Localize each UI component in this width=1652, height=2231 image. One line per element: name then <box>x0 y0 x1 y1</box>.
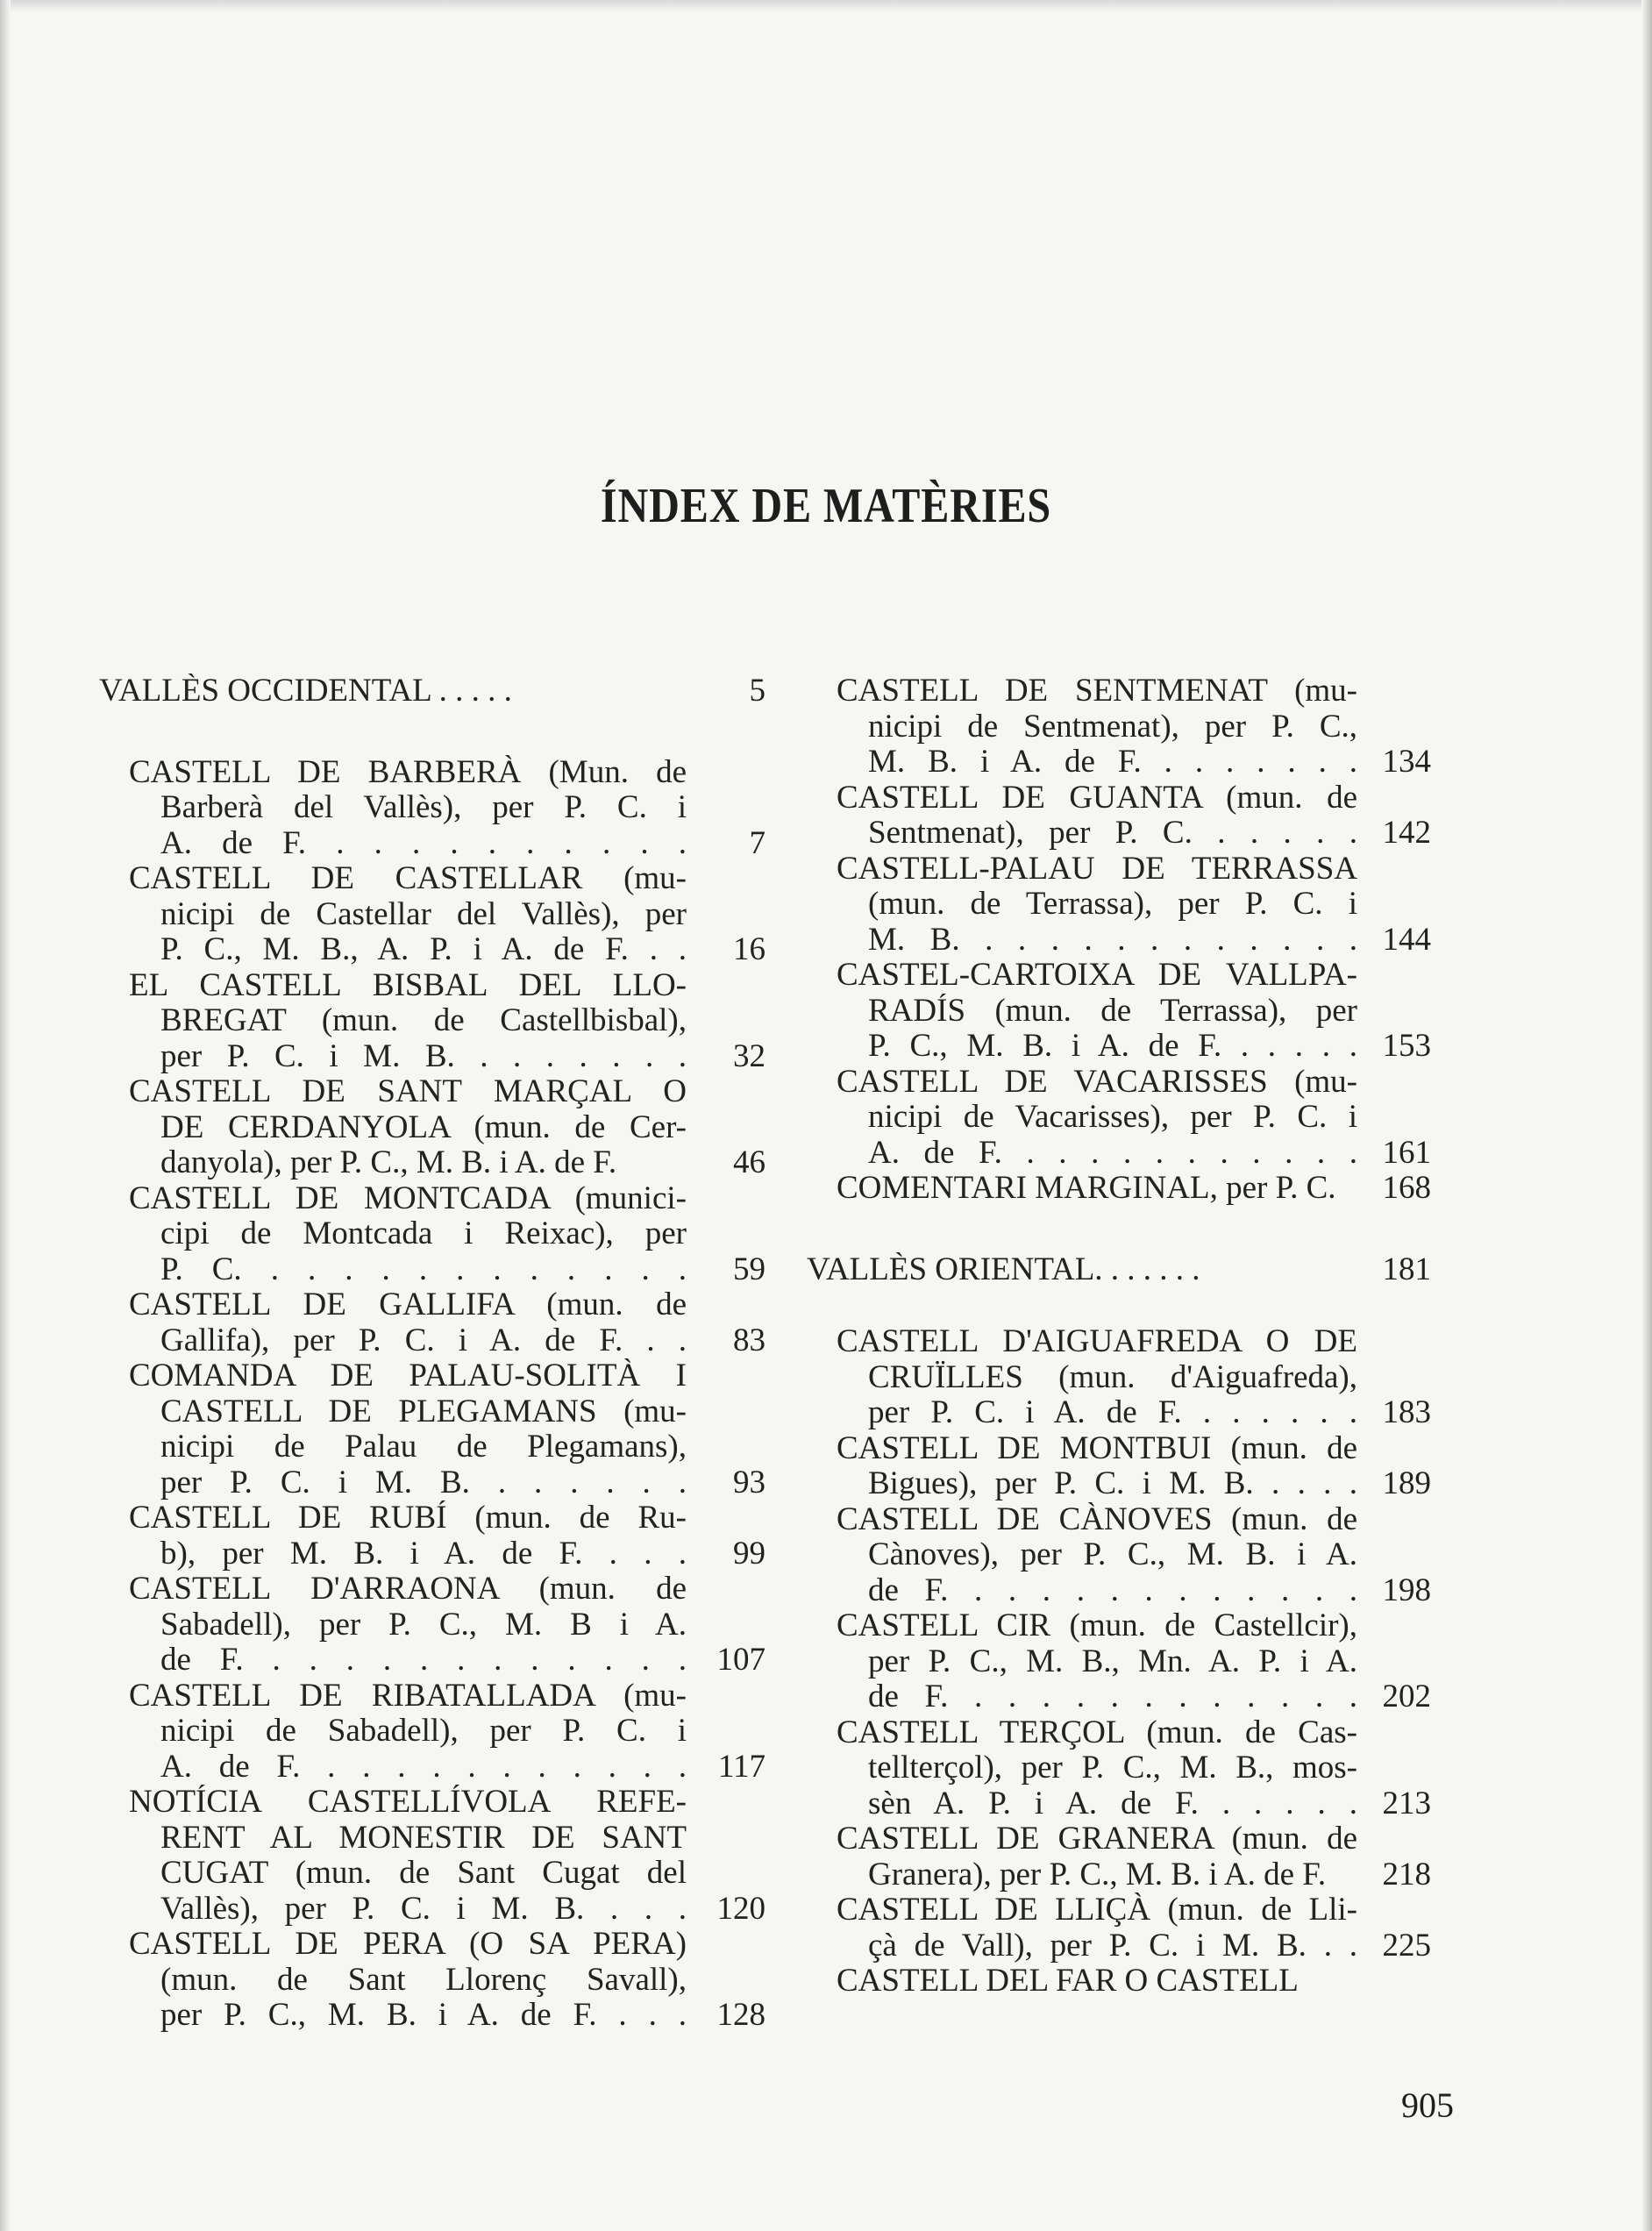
entry-page-number: 107 <box>716 1642 765 1678</box>
entry-line: danyola), per P. C., M. B. i A. de F. <box>160 1145 617 1180</box>
entry-line: nicipi de Palau de Plegamans), <box>160 1429 687 1465</box>
entry-line: CASTELL DE GALLIFA (mun. de <box>129 1287 687 1322</box>
index-entry <box>807 1608 1431 1715</box>
entry-page-number: 128 <box>716 1997 765 2033</box>
entry-page-number: 213 <box>1382 1785 1431 1821</box>
entry-line: CASTELL DE RUBÍ (mun. de Ru- <box>129 1500 687 1536</box>
index-entry <box>99 1927 765 2034</box>
entry-line: tellterçol), per P. C., M. B., mos- <box>868 1750 1357 1786</box>
entry-line: per P. C., M. B., Mn. A. P. i A. <box>868 1643 1357 1679</box>
entry-page-number: 168 <box>1382 1170 1431 1206</box>
entry-line: CASTELL DE BARBERÀ (Mun. de <box>129 754 687 790</box>
index-entry <box>99 1500 765 1572</box>
index-entry <box>99 1679 765 1786</box>
entry-line: cipi de Montcada i Reixac), per <box>160 1216 687 1251</box>
entry-line: M. B. . . . . . . . . . . . . <box>868 922 1357 958</box>
entry-page-number: 46 <box>733 1144 765 1180</box>
entry-line: CASTELL DE RIBATALLADA (mu- <box>129 1678 687 1714</box>
spacer <box>807 1207 1431 1252</box>
spacer <box>99 709 765 755</box>
index-entry <box>807 958 1431 1065</box>
index-entry <box>99 1785 765 1927</box>
index-column-right <box>807 674 1431 1999</box>
entry-line: CASTELL DE SENTMENAT (mu- <box>837 674 1357 709</box>
entry-page-number: 161 <box>1382 1134 1431 1171</box>
entry-line: CASTELL DE PLEGAMANS (mu- <box>160 1393 687 1429</box>
entry-page-number: 32 <box>733 1037 765 1074</box>
entry-line: P. C. . . . . . . . . . . . . <box>160 1251 687 1287</box>
entry-line: sèn A. P. i A. de F. . . . . . <box>868 1786 1357 1821</box>
entry-line: CASTELL DE CÀNOVES (mun. de <box>837 1501 1357 1537</box>
index-entry <box>807 1171 1431 1207</box>
entry-line: M. B. i A. de F. . . . . . . . <box>868 745 1357 780</box>
index-entry <box>807 674 1431 780</box>
index-entry <box>807 1964 1431 1999</box>
entry-line: per P. C. i M. B. . . . . . . . <box>160 1038 687 1074</box>
entry-page-number: 142 <box>1382 815 1431 851</box>
entry-line: CASTELL CIR (mun. de Castellcir), <box>837 1608 1357 1643</box>
scan-border-right <box>1641 0 1652 2231</box>
entry-line: Barberà del Vallès), per P. C. i <box>160 790 687 825</box>
entry-line: CASTELL DE GUANTA (mun. de <box>837 780 1357 816</box>
entry-line: CRUÏLLES (mun. d'Aiguafreda), <box>868 1359 1357 1395</box>
entry-line: Cànoves), per P. C., M. B. i A. <box>868 1537 1357 1572</box>
entry-line: VALLÈS OCCIDENTAL . . . . . <box>99 674 512 709</box>
entry-page-number: 83 <box>733 1322 765 1358</box>
entry-line: RENT AL MONESTIR DE SANT <box>160 1820 687 1856</box>
scan-border-left <box>0 0 11 2231</box>
entry-line: COMANDA DE PALAU-SOLITÀ I <box>129 1358 687 1393</box>
entry-line: çà de Vall), per P. C. i M. B. . . <box>868 1928 1357 1964</box>
entry-line: per P. C. i A. de F. . . . . . . <box>868 1395 1357 1430</box>
entry-line: Bigues), per P. C. i M. B. . . . . <box>868 1466 1357 1501</box>
entry-line: CASTELL DE LLIÇÀ (mun. de Lli- <box>837 1892 1357 1928</box>
index-entry <box>807 1065 1431 1172</box>
page-number: 905 <box>1401 2085 1454 2125</box>
index-entry <box>99 1287 765 1358</box>
entry-line: P. C., M. B., A. P. i A. de F. . . <box>160 932 687 967</box>
entry-line: (mun. de Sant Llorenç Savall), <box>160 1962 687 1998</box>
entry-line: DE CERDANYOLA (mun. de Cer- <box>160 1109 687 1145</box>
entry-page-number: 198 <box>1382 1572 1431 1608</box>
index-entry <box>807 1821 1431 1892</box>
index-entry <box>99 1358 765 1500</box>
index-section <box>99 674 765 709</box>
index-entry <box>99 755 765 862</box>
entry-line: per P. C. i M. B. . . . . . . <box>160 1465 687 1500</box>
entry-line: CASTEL-CARTOIXA DE VALLPA- <box>837 958 1357 993</box>
index-entry <box>807 780 1431 852</box>
entry-line: NOTÍCIA CASTELLÍVOLA REFE- <box>129 1785 687 1820</box>
entry-line: CASTELL DE PERA (O SA PERA) <box>129 1927 687 1962</box>
entry-line: CASTELL DE SANT MARÇAL O <box>129 1074 687 1109</box>
entry-page-number: 134 <box>1382 744 1431 780</box>
entry-line: CASTELL DE CASTELLAR (mu- <box>129 861 687 896</box>
entry-line: COMENTARI MARGINAL, per P. C. <box>837 1171 1336 1206</box>
entry-line: (mun. de Terrassa), per P. C. i <box>868 887 1357 922</box>
entry-line: per P. C., M. B. i A. de F. . . . <box>160 1998 687 2033</box>
entry-line: CASTELL TERÇOL (mun. de Cas- <box>837 1714 1357 1750</box>
entry-line: CASTELL D'AIGUAFREDA O DE <box>837 1324 1357 1359</box>
entry-page-number: 218 <box>1382 1856 1431 1892</box>
entry-line: RADÍS (mun. de Terrassa), per <box>868 993 1357 1029</box>
entry-line: VALLÈS ORIENTAL. . . . . . . <box>807 1251 1200 1287</box>
entry-line: Granera), per P. C., M. B. i A. de F. <box>868 1857 1327 1892</box>
entry-line: Vallès), per P. C. i M. B. . . . <box>160 1891 687 1927</box>
entry-line: de F. . . . . . . . . . . . . <box>868 1572 1357 1608</box>
entry-line: nicipi de Vacarisses), per P. C. i <box>868 1100 1357 1135</box>
index-entry <box>99 1572 765 1679</box>
entry-line: CASTELL DE VACARISSES (mu- <box>837 1064 1357 1100</box>
entry-line: CUGAT (mun. de Sant Cugat del <box>160 1856 687 1891</box>
entry-line: de F. . . . . . . . . . . . . <box>868 1679 1357 1714</box>
index-entry <box>807 1892 1431 1964</box>
entry-page-number: 117 <box>717 1748 765 1785</box>
entry-line: Sabadell), per P. C., M. B i A. <box>160 1607 687 1643</box>
entry-line: CASTELL DEL FAR O CASTELL <box>837 1964 1299 1999</box>
entry-line: A. de F. . . . . . . . . . . . <box>160 1749 687 1785</box>
entry-page-number: 181 <box>1382 1251 1431 1287</box>
entry-line: A. de F. . . . . . . . . . . . <box>868 1135 1357 1171</box>
entry-line: nicipi de Castellar del Vallès), per <box>160 896 687 932</box>
index-column-left <box>99 674 765 2034</box>
index-section <box>807 1252 1431 1288</box>
entry-page-number: 59 <box>733 1251 765 1287</box>
index-entry <box>807 1715 1431 1822</box>
page-title: ÍNDEX DE MATÈRIES <box>600 479 1052 533</box>
entry-line: EL CASTELL BISBAL DEL LLO- <box>129 967 687 1003</box>
index-entry <box>807 1324 1431 1431</box>
entry-line: CASTELL-PALAU DE TERRASSA <box>837 851 1357 887</box>
entry-line: CASTELL DE MONTBUI (mun. de <box>837 1430 1357 1466</box>
entry-line: P. C., M. B. i A. de F. . . . . . <box>868 1029 1357 1064</box>
entry-page-number: 99 <box>733 1535 765 1572</box>
entry-page-number: 93 <box>733 1464 765 1500</box>
index-entry <box>99 861 765 968</box>
index-entry <box>99 1181 765 1288</box>
entry-page-number: 5 <box>749 673 765 709</box>
entry-page-number: 225 <box>1382 1927 1431 1964</box>
entry-line: BREGAT (mun. de Castellbisbal), <box>160 1003 687 1038</box>
entry-line: CASTELL DE GRANERA (mun. de <box>837 1821 1357 1857</box>
index-entry <box>807 1431 1431 1502</box>
scan-border-top <box>0 0 1652 12</box>
entry-line: A. de F. . . . . . . . . . . <box>160 825 687 861</box>
entry-line: CASTELL D'ARRAONA (mun. de <box>129 1572 687 1607</box>
entry-page-number: 144 <box>1382 921 1431 958</box>
index-entry <box>99 1074 765 1181</box>
index-entry <box>99 968 765 1075</box>
entry-page-number: 153 <box>1382 1028 1431 1064</box>
entry-page-number: 16 <box>733 931 765 967</box>
spacer <box>807 1287 1431 1324</box>
entry-line: nicipi de Sabadell), per P. C. i <box>160 1714 687 1749</box>
entry-page-number: 7 <box>749 824 765 861</box>
entry-line: CASTELL DE MONTCADA (munici- <box>129 1180 687 1216</box>
entry-line: de F. . . . . . . . . . . . . <box>160 1643 687 1678</box>
entry-page-number: 120 <box>716 1890 765 1927</box>
index-entry <box>807 852 1431 959</box>
entry-line: Sentmenat), per P. C. . . . . . <box>868 816 1357 851</box>
entry-page-number: 189 <box>1382 1465 1431 1501</box>
entry-page-number: 183 <box>1382 1394 1431 1430</box>
entry-page-number: 202 <box>1382 1679 1431 1714</box>
entry-line: Gallifa), per P. C. i A. de F. . . <box>160 1322 687 1358</box>
index-entry <box>807 1502 1431 1609</box>
entry-line: b), per M. B. i A. de F. . . . <box>160 1536 687 1572</box>
entry-line: nicipi de Sentmenat), per P. C., <box>868 709 1357 745</box>
